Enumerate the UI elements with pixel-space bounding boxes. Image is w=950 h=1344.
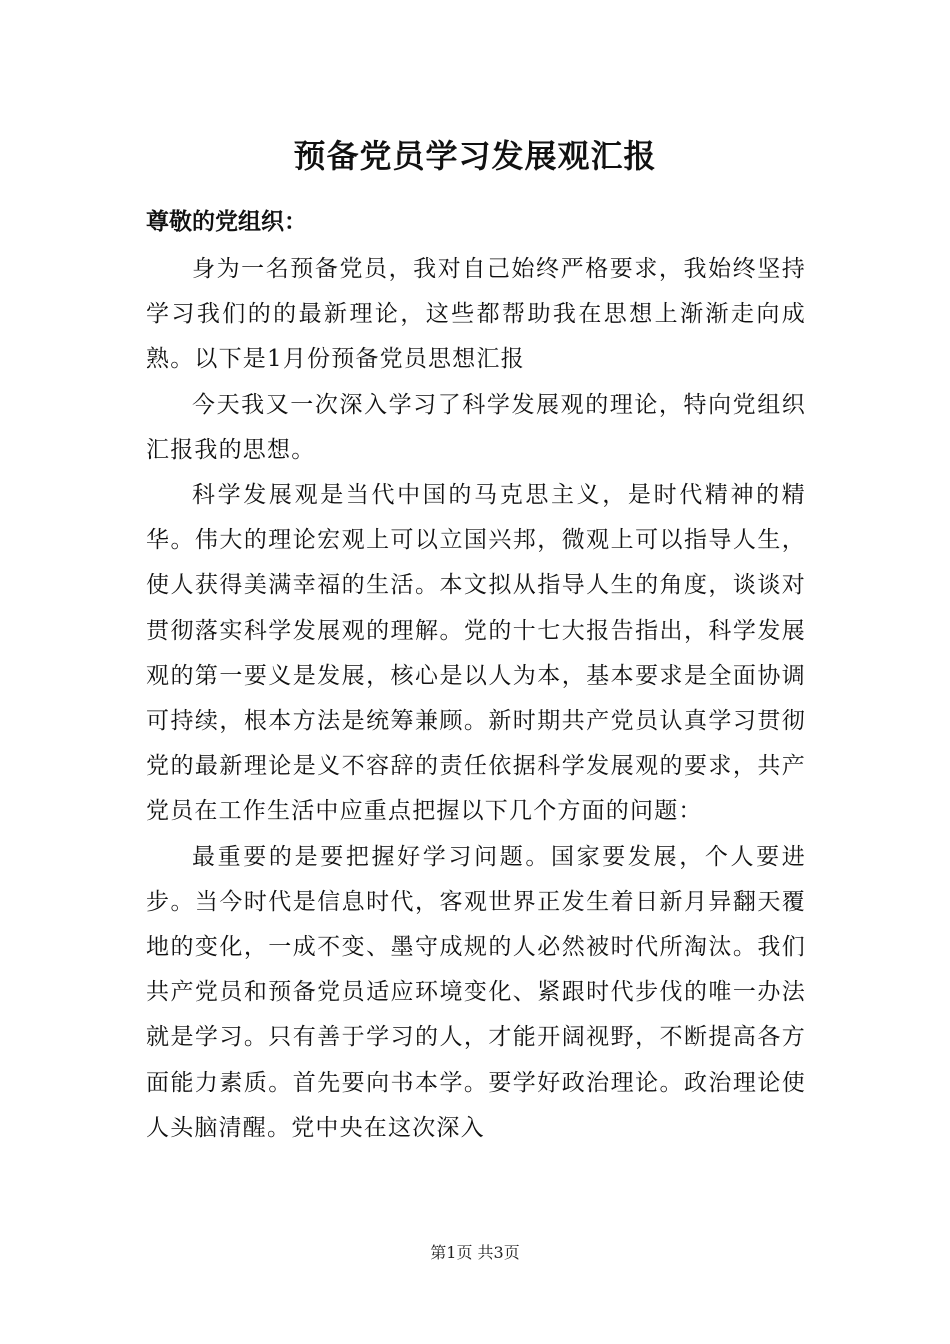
paragraph-4: 最重要的是要把握好学习问题。国家要发展，个人要进步。当今时代是信息时代，客观世界正发生着日新月异翻天覆地的变化，一成不变、墨守成规的人必然被时代所淘汰。我们共产党员和预备党员适应环境变化、紧跟时代步伐的唯一办法就是学习。只有善于学习的人，才能开阔视野，不断提高各方面能力素质。首先要向书本学。要学好政治理论。政治理论使人头脑清醒。党中央在这次深入 bbox=[146, 843, 806, 1141]
document-title: 预备党员学习发展观汇报 bbox=[293, 137, 657, 175]
page-footer: 第1页 共3页 bbox=[430, 1243, 520, 1262]
paragraph-2: 今天我又一次深入学习了科学发展观的理论，特向党组织汇报我的思想。 bbox=[146, 391, 806, 463]
paragraph-1: 身为一名预备党员，我对自己始终严格要求，我始终坚持学习我们的的最新理论，这些都帮助我在思想上渐渐走向成熟。以下是1月份预备党员思想汇报 bbox=[146, 256, 806, 373]
salutation: 尊敬的党组织： bbox=[146, 208, 307, 235]
document-body bbox=[146, 247, 806, 1151]
paragraph-3: 科学发展观是当代中国的马克思主义，是时代精神的精华。伟大的理论宏观上可以立国兴邦，微观上可以指导人生，使人获得美满幸福的生活。本文拟从指导人生的角度，谈谈对贯彻落实科学发展观的理解。党的十七大报告指出，科学发展观的第一要义是发展，核心是以人为本，基本要求是全面协调可持续，根本方法是统筹兼顾。新时期共产党员认真学习贯彻党的最新理论是义不容辞的责任依据科学发展观的要求，共产党员在工作生活中应重点把握以下几个方面的问题： bbox=[146, 482, 806, 825]
